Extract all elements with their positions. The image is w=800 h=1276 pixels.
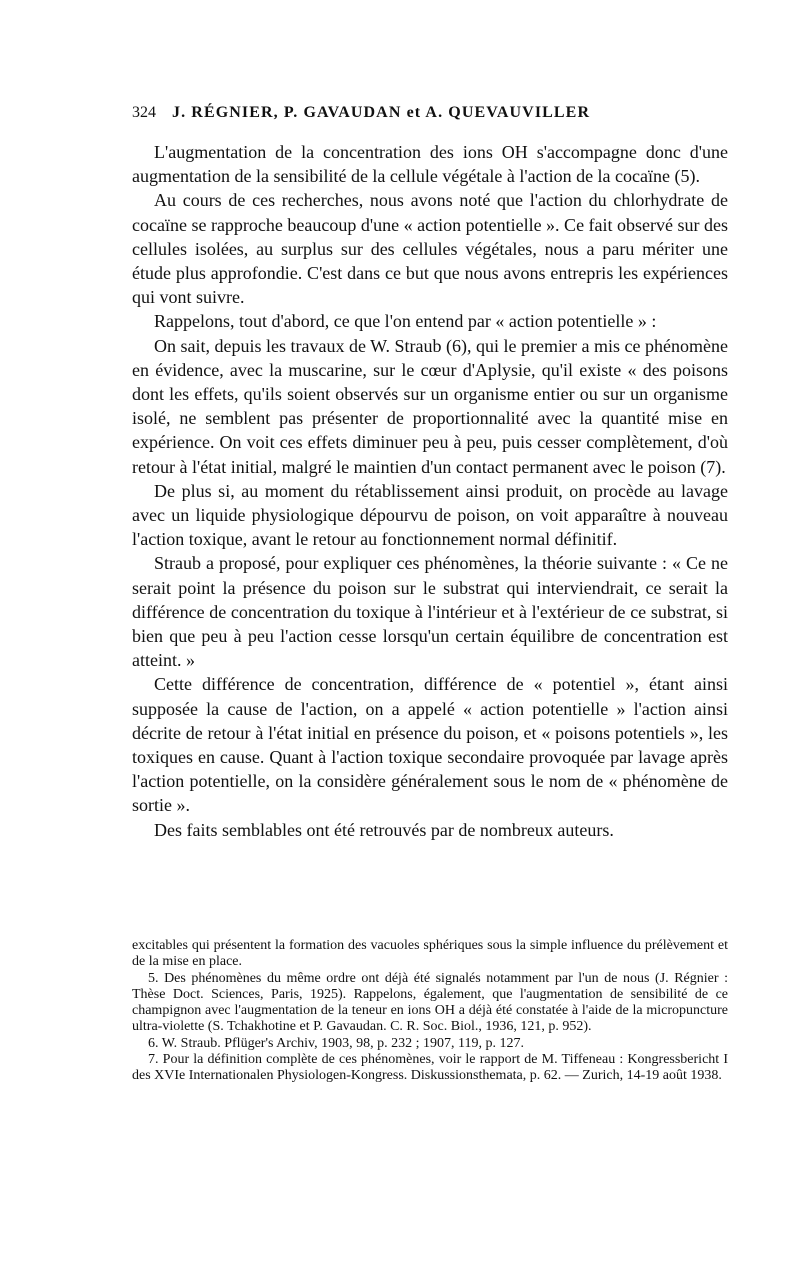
paragraph-2: Au cours de ces recherches, nous avons noté que l'action du chlorhydrate de cocaïne se rapproche beaucoup d'une « action potentielle ». Ce fait observé sur des cellules isolées, au surplus sur des cellules végétales, nous a paru mériter une étude plus approfondie. C'est dans ce but que nous avons entrepris les expériences qui vont suivre.	[132, 190, 729, 308]
footnote-continuation: excitables qui présentent la formation des vacuoles sphériques sous la simple influence du prélèvement et de la mise en place.	[132, 938, 728, 970]
paragraph-6: Straub a proposé, pour expliquer ces phénomènes, la théorie suivante : « Ce ne serait point la présence du poison sur le substrat qui interviendrait, ce serait la différence de concentration du toxique à l'intérieur et à l'extérieur de ce substrat, si bien que peu à peu l'action cesse lorsqu'un certain équilibre de concentration est atteint. »	[132, 553, 728, 671]
running-head-authors: J. RÉGNIER, P. GAVAUDAN et A. QUEVAUVILLER	[172, 104, 591, 121]
main-text	[132, 140, 728, 842]
running-header	[132, 103, 728, 123]
paragraph-4: On sait, depuis les travaux de W. Straub (6), qui le premier a mis ce phénomène en évidence, avec la muscarine, sur le cœur d'Aplysie, qu'il existe « des poisons dont les effets, qu'ils soient observés sur un organisme entier ou sur un organisme isolé, ne semblent pas présenter de proportionnalité avec la quantité mise en expérience. On voit ces effets diminuer peu à peu, puis cesser complètement, d'où retour à l'état initial, malgré le maintien d'un contact permanent avec le poison (7).	[132, 335, 728, 477]
paragraph-1: L'augmentation de la concentration des ions OH s'accompagne donc d'une augmentation de la sensibilité de la cellule végétale à l'action de la cocaïne (5).	[132, 142, 728, 187]
footnote-7: 7. Pour la définition complète de ces phénomènes, voir le rapport de M. Tiffeneau : Kongressbericht I des XVIe Internationalen Physiologen-Kongress. Diskussionsthemata, p. 62. — Zurich, 14-19 août 1938.	[132, 1052, 728, 1084]
footnotes	[132, 938, 728, 1085]
paragraph-8: Des faits semblables ont été retrouvés par de nombreux auteurs.	[154, 819, 614, 840]
footnote-6: 6. W. Straub. Pflüger's Archiv, 1903, 98, p. 232 ; 1907, 119, p. 127.	[148, 1035, 524, 1051]
page-number: 324	[132, 104, 156, 121]
footnote-5: 5. Des phénomènes du même ordre ont déjà été signalés notamment par l'un de nous (J. Régnier : Thèse Doct. Sciences, Paris, 1925). Rappelons, également, que l'augmentation de sensibilité de ce champignon avec l'augmentation de la teneur en ions OH a déjà été constatée à l'aide de la micropuncture ultra-violette (S. Tchakhotine et P. Gavaudan. C. R. Soc. Biol., 1936, 121, p. 952).	[132, 970, 728, 1035]
paragraph-5: De plus si, au moment du rétablissement ainsi produit, on procède au lavage avec un liquide physiologique dépourvu de poison, on voit apparaître à nouveau l'action toxique, avant le retour au fonctionnement normal définitif.	[132, 480, 728, 550]
paragraph-3: Rappelons, tout d'abord, ce que l'on entend par « action potentielle » :	[154, 311, 657, 332]
paragraph-7: Cette différence de concentration, différence de « potentiel », étant ainsi supposée la cause de l'action, on a appelé « action potentielle » l'action ainsi décrite de retour à l'état initial en présence du poison, et « poisons potentiels », les toxiques en cause. Quant à l'action toxique secondaire provoquée par lavage après l'action potentielle, on la considère généralement sous le nom de « phénomène de sortie ».	[132, 674, 728, 816]
